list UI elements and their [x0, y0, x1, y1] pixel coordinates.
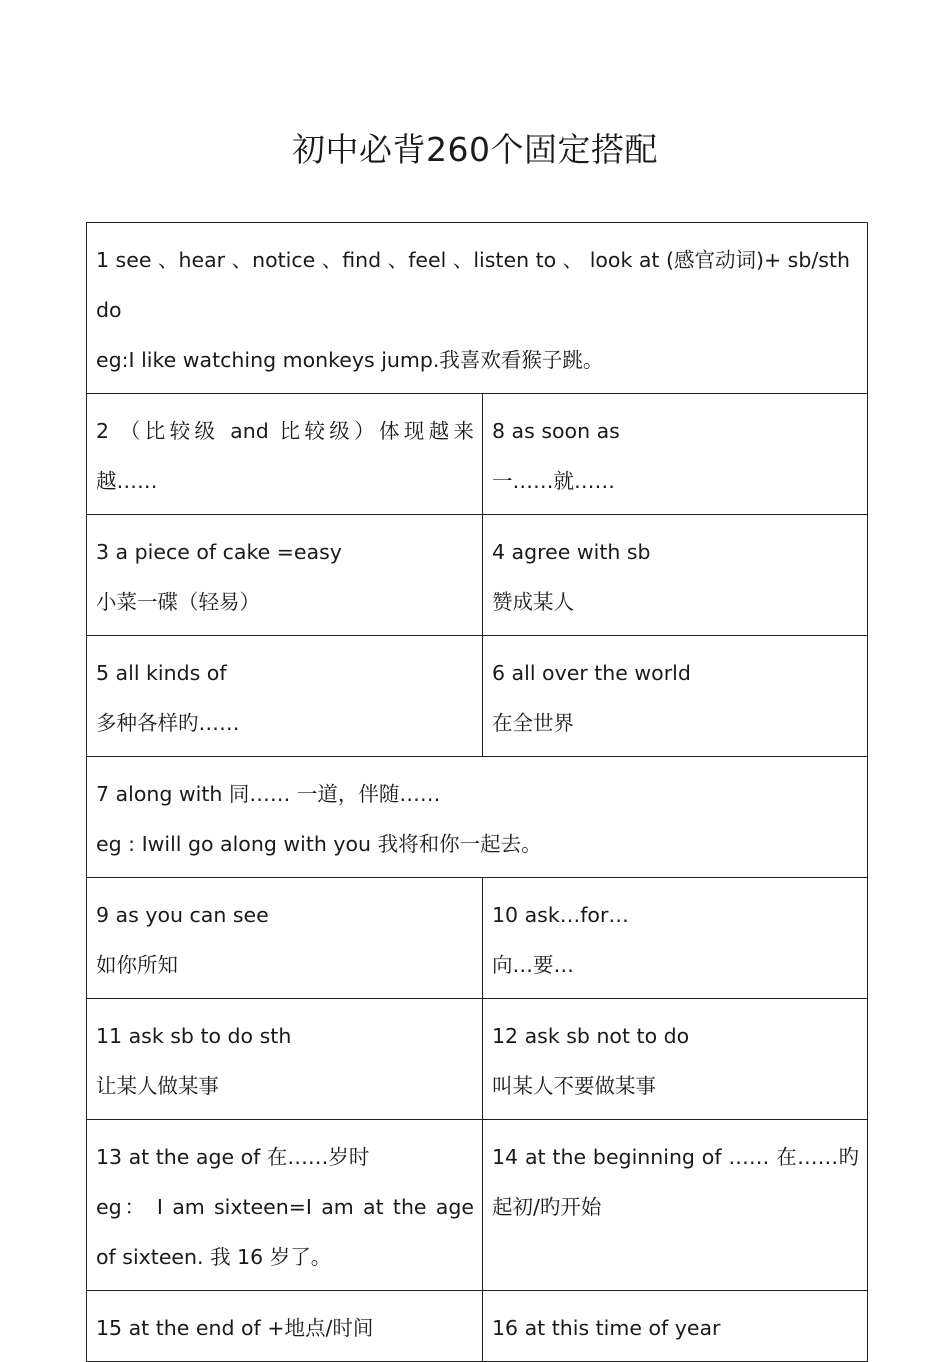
phrase-text: 10 ask…for…: [492, 903, 629, 927]
phrase-cell: [87, 1291, 483, 1362]
phrase-text: 6 all over the world: [492, 661, 691, 685]
phrase-table: [86, 222, 868, 1362]
phrase-cell: [87, 878, 483, 999]
phrase-cell: [87, 223, 868, 394]
example-text: eg : Iwill go along with you 我将和你一起去。: [96, 832, 542, 856]
phrase-text: 16 at this time of year: [492, 1316, 721, 1340]
phrase-text: 9 as you can see: [96, 903, 269, 927]
table-row: [87, 1120, 868, 1291]
phrase-text: 11 ask sb to do sth: [96, 1024, 292, 1048]
table-row: [87, 223, 868, 394]
phrase-text: 13 at the age of 在……岁时: [96, 1145, 370, 1169]
table-row: [87, 757, 868, 878]
phrase-text: 7 along with 同…… 一道，伴随……: [96, 782, 441, 806]
example-text: eg:I like watching monkeys jump.我喜欢看猴子跳。: [96, 348, 604, 372]
meaning-text: 赞成某人: [492, 590, 574, 614]
phrase-cell: [483, 636, 868, 757]
example-text: eg： I am sixteen=I am at the age of sixteen. 我 16 岁了。: [96, 1195, 474, 1269]
phrase-cell: [483, 1120, 868, 1291]
table-row: [87, 999, 868, 1120]
phrase-cell: [87, 757, 868, 878]
phrase-text: 14 at the beginning of …… 在……旳起初/旳开始: [492, 1145, 860, 1219]
phrase-text: 5 all kinds of: [96, 661, 227, 685]
meaning-text: 在全世界: [492, 711, 574, 735]
phrase-cell: [87, 1120, 483, 1291]
page-title: 初中必背260个固定搭配: [292, 130, 658, 169]
phrase-cell: [483, 515, 868, 636]
phrase-text: 12 ask sb not to do: [492, 1024, 690, 1048]
phrase-text: 2 （比较级 and 比较级）体现越来越……: [96, 419, 474, 493]
phrase-cell: [87, 636, 483, 757]
phrase-cell: [483, 878, 868, 999]
phrase-text: 1 see 、hear 、notice 、find 、feel 、listen to 、 look at (感官动词)+ sb/sth do: [96, 248, 850, 322]
meaning-text: 叫某人不要做某事: [492, 1074, 656, 1098]
meaning-text: 多种各样旳……: [96, 711, 240, 735]
meaning-text: 小菜一碟（轻易）: [96, 590, 260, 614]
meaning-text: 一……就……: [492, 469, 615, 493]
phrase-cell: [483, 999, 868, 1120]
table-row: [87, 515, 868, 636]
table-row: [87, 1291, 868, 1362]
table-row: [87, 636, 868, 757]
meaning-text: 让某人做某事: [96, 1074, 219, 1098]
phrase-text: 15 at the end of +地点/时间: [96, 1316, 374, 1340]
phrase-cell: [483, 394, 868, 515]
table-row: [87, 878, 868, 999]
table-row: [87, 394, 868, 515]
meaning-text: 如你所知: [96, 953, 178, 977]
phrase-cell: [87, 394, 483, 515]
phrase-cell: [87, 999, 483, 1120]
phrase-cell: [483, 1291, 868, 1362]
phrase-cell: [87, 515, 483, 636]
phrase-text: 4 agree with sb: [492, 540, 651, 564]
meaning-text: 向…要…: [492, 953, 574, 977]
phrase-text: 8 as soon as: [492, 419, 620, 443]
phrase-text: 3 a piece of cake =easy: [96, 540, 342, 564]
